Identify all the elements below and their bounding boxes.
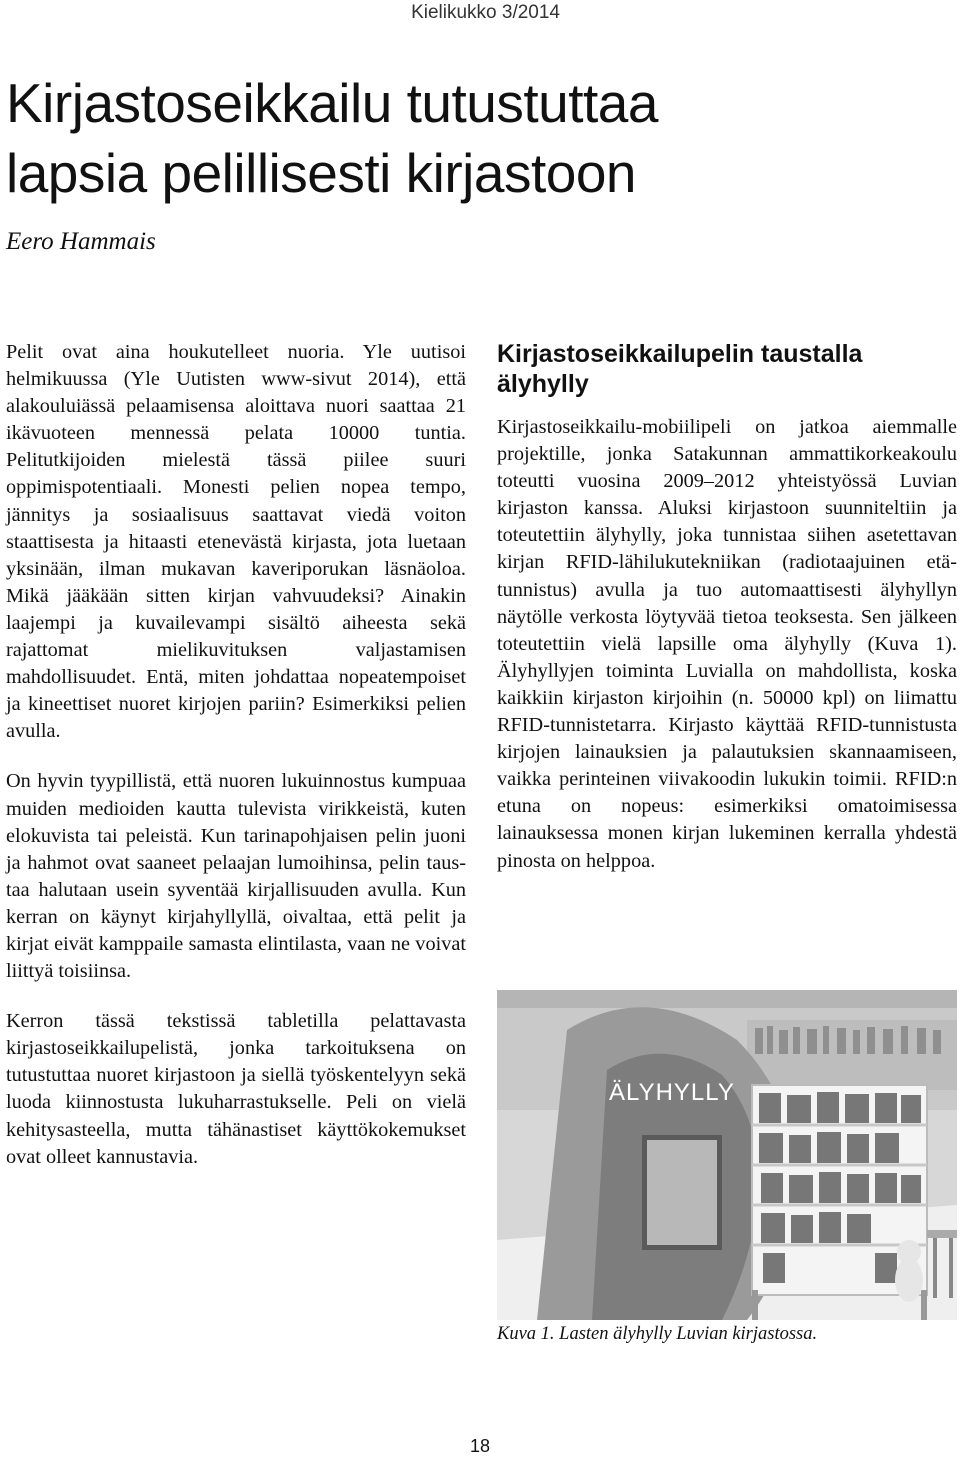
body-paragraph-1: Pelit ovat aina houkutelleet nuoria. Yle uutisoi helmikuussa (Yle Uutisten www-sivut 2014), että alakouluiässä pelaamisensa aloittava nuori saattaa 21 ikävuoteen mennessä pelata 10000 tuntia. Pelitutkijoiden mielestä tässä piilee suuri oppimispotentiaali. Monesti pelien nopea tempo, jännitys ja sosiaalisuus saattavat viedä voiton staattisesta ja hitaasti etenevästä kirjasta, jota luetaan yksinään, ilman mukavan kaveriporukan läsnäoloa. Mikä jääkään sitten kirjan vahvuudeksi? Ainakin laajempi ja kuvailevampi sisältö aiheesta sekä rajattomat mielikuvituksen valjastamisen mahdollisuudet. Entä, miten johdattaa nopeatempoiset ja kineettiset nuoret kirjojen pariin? Esimerkiksi pelien avulla. [6,341,466,743]
library-photo [497,990,957,1320]
section-heading: Kirjastoseikkailupelin taustalla älyhylly [497,340,863,398]
figure-caption: Kuva 1. Lasten älyhylly Luvian kirjastossa. [497,1324,818,1344]
title-line-2: lapsia pelillisesti kirjastoon [6,142,637,204]
alyhylly-sign: ÄLYHYLLY [609,1079,735,1106]
section-paragraph: Kirjastoseikkailu-mobiilipeli on jatkoa aiemmalle projektille, jonka Satakunnan ammattikorkeakoulu toteutti vuosina 2009–2012 yhteistyössä Luvian kirjaston kanssa. Aluksi kirjastoon suunniteltiin ja toteutettiin älyhylly, joka tunnistaa siihen asetettavan kirjan RFID-lähilukutekniikan (radiotaajuinen etätunnistus) avulla ja tuo automaattisesti älyhyllyn näytölle verkosta löytyvää tietoa teoksesta. Sen jälkeen toteutettiin vielä lapsille oma älyhylly (Kuva 1). Älyhyllyjen toiminta Luvialla on mahdollista, koska kaikkiin kirjaston kirjoihin (n. 50000 kpl) on liimattu RFID-tunnistetarra. Kirjasto käyttää RFID-tunnistusta kirjojen lainauksien ja palautuksien skannaamiseen, vaikka perinteinen viivakoodin lukukin toimii. RFID:n etuna on nopeus: esimerkiksi omatoimisessa lainauksessa monen kirjan lukeminen kerralla yhdestä pinosta on helppoa. [497,416,957,872]
running-header: Kielikukko 3/2014 [411,2,560,23]
body-paragraph-2: On hyvin tyypillistä, että nuoren lukuinnostus kumpuaa muiden medioiden kautta tulevista virikkeistä, kuten elokuvista tai peleistä. Kun tarinapohjaisen pelin juoni ja hahmot ovat saaneet pelaajan lumoihinsa, pelin taustaa halutaan usein syventää kirjallisuuden avulla. Kun kerran on käynyt kirjahyllyllä, oivaltaa, että pelit ja kirjat eivät kamppaile samasta elintilasta, vaan ne voivat liittyä toisiinsa. [6,770,466,983]
page-number: 18 [469,1436,491,1456]
author-name: Eero Hammais [6,228,156,255]
article-title [6,68,946,208]
body-paragraph-3: Kerron tässä tekstissä tabletilla pelattavasta kirjastoseikkailupelistä, jonka tarkoituksena on tutustuttaa nuoret kirjastoon ja siellä työskentelyyn sekä luoda kiinnostusta lukuharrastukselle. Peli on vielä kehitysasteella, mutta tähänastiset käyttökokemukset ovat olleet kannustavia. [6,1010,466,1168]
left-column [6,339,466,1194]
library-photo-illustration [497,990,957,1320]
right-column [497,339,957,898]
title-line-1: Kirjastoseikkailu tutustuttaa [6,72,658,134]
